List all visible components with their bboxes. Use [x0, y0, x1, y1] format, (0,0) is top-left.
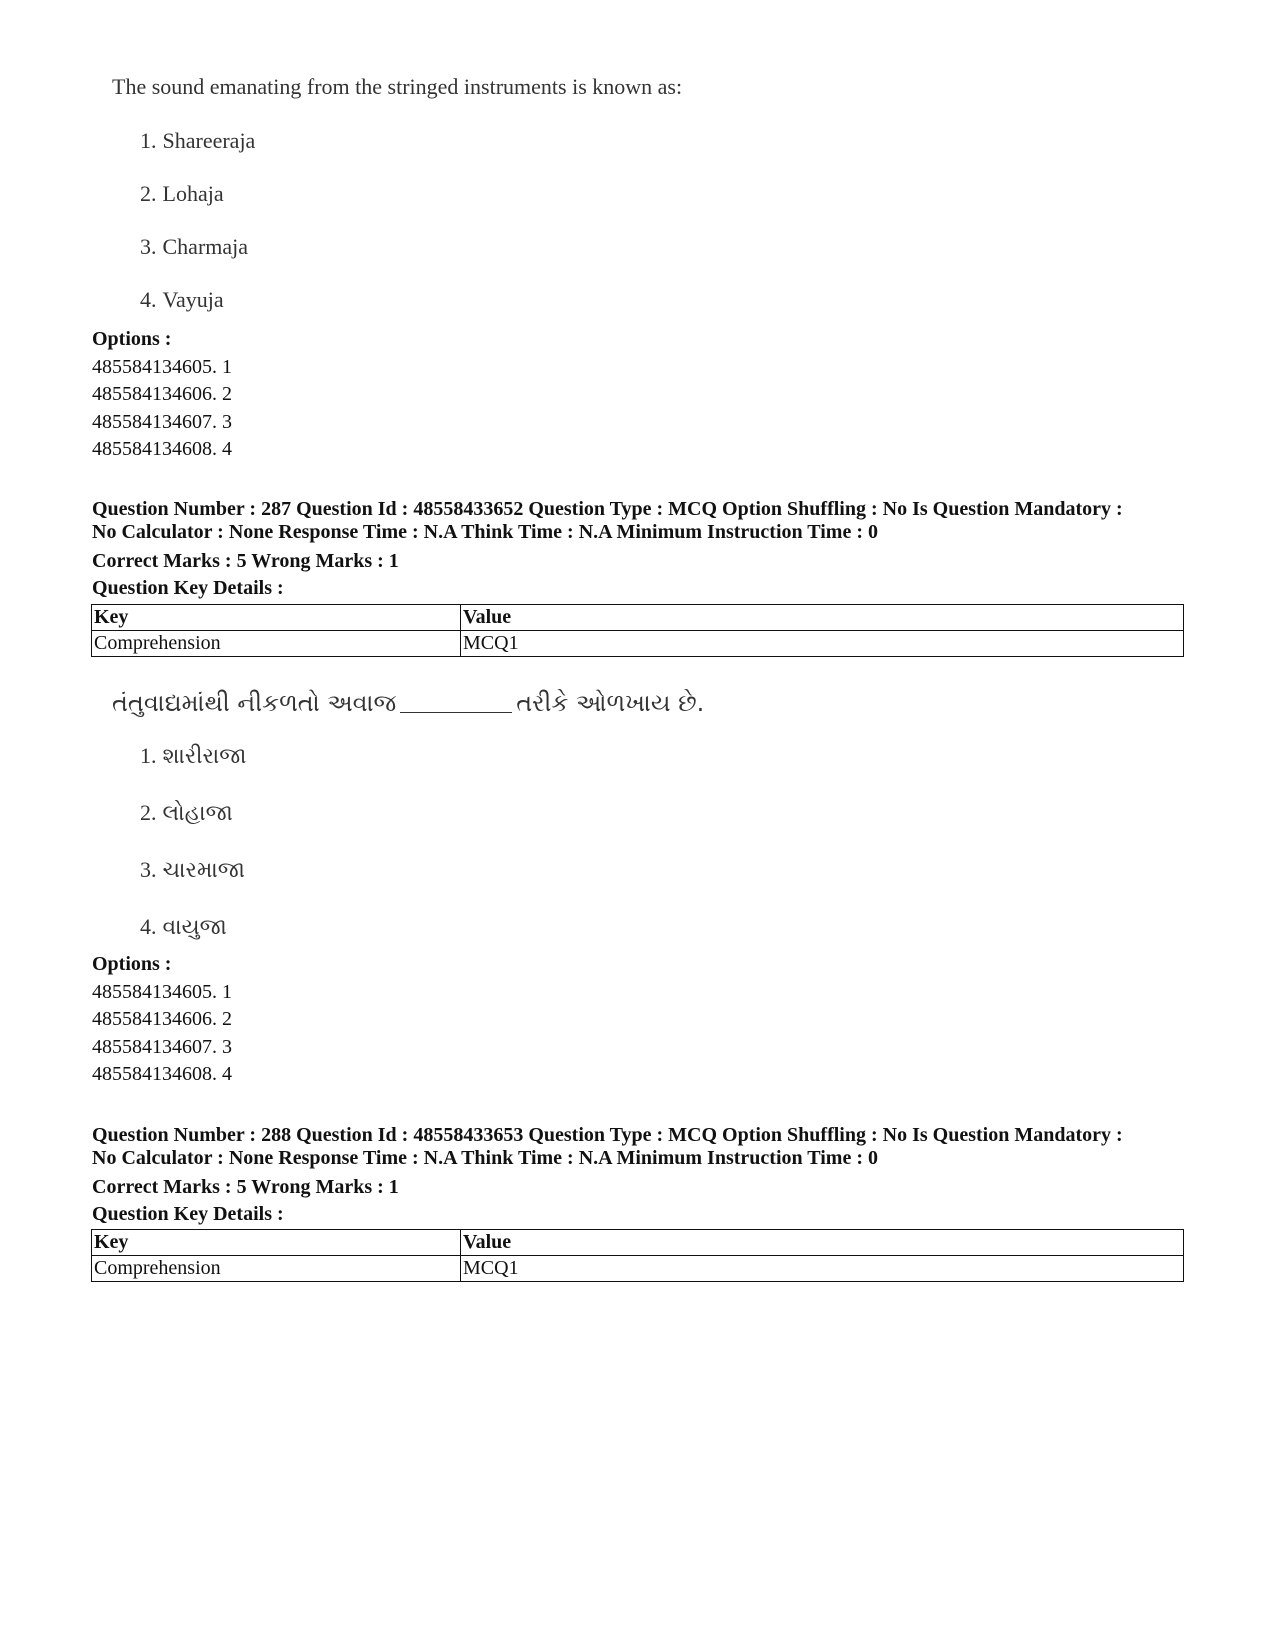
meta-line: Question Number : 288 Question Id : 48558433653 Question Type : MCQ Option Shuffling : No Is Question Mandatory : — [92, 1124, 1123, 1146]
choice-item: 4. Vayuja — [140, 287, 224, 312]
question-meta — [92, 1124, 1187, 1227]
choice-item: 3. ચારમાજા — [140, 857, 245, 883]
options-block — [92, 951, 232, 1089]
table-cell-value: MCQ1 — [461, 1256, 1184, 1282]
option-row: 485584134608. 4 — [92, 438, 232, 460]
table-header-row — [92, 1230, 1184, 1256]
table-cell-key: Comprehension — [92, 631, 461, 657]
key-details-title: Question Key Details : — [92, 577, 284, 599]
table-header-key: Key — [92, 1230, 461, 1256]
marks-line: Correct Marks : 5 Wrong Marks : 1 — [92, 550, 399, 572]
meta-line: No Calculator : None Response Time : N.A Think Time : N.A Minimum Instruction Time : 0 — [92, 521, 878, 543]
choice-item: 3. Charmaja — [140, 234, 249, 259]
option-row: 485584134607. 3 — [92, 410, 232, 433]
marks-line: Correct Marks : 5 Wrong Marks : 1 — [92, 1176, 399, 1198]
option-row: 485584134606. 2 — [92, 383, 232, 405]
table-header-key: Key — [92, 605, 461, 631]
choice-list — [100, 738, 800, 966]
table-row — [92, 631, 1184, 657]
table-header-value: Value — [461, 1230, 1184, 1256]
options-title: Options : — [92, 328, 172, 350]
blank-line — [400, 712, 512, 713]
key-details-title: Question Key Details : — [92, 1203, 284, 1225]
options-block — [92, 326, 232, 464]
choice-item: 2. Lohaja — [140, 181, 224, 206]
option-row: 485584134605. 1 — [92, 355, 232, 378]
choice-item: 1. શારીરાજા — [140, 743, 247, 769]
options-title: Options : — [92, 953, 172, 975]
option-row: 485584134607. 3 — [92, 1035, 232, 1058]
key-details-table — [91, 604, 1184, 657]
choice-list — [100, 126, 800, 338]
choice-item: 1. Shareeraja — [140, 128, 256, 153]
meta-line: Question Number : 287 Question Id : 48558433652 Question Type : MCQ Option Shuffling : No Is Question Mandatory : — [92, 498, 1123, 520]
choice-item: 4. વાયુજા — [140, 914, 227, 940]
table-cell-key: Comprehension — [92, 1256, 461, 1282]
question-stem: The sound emanating from the stringed instruments is known as: — [112, 74, 683, 99]
option-row: 485584134605. 1 — [92, 980, 232, 1003]
table-row — [92, 1256, 1184, 1282]
table-header-value: Value — [461, 605, 1184, 631]
meta-line: No Calculator : None Response Time : N.A Think Time : N.A Minimum Instruction Time : 0 — [92, 1147, 878, 1169]
option-row: 485584134606. 2 — [92, 1008, 232, 1030]
question-image-english — [100, 74, 800, 338]
question-image-gujarati — [100, 686, 800, 966]
table-cell-value: MCQ1 — [461, 631, 1184, 657]
option-row: 485584134608. 4 — [92, 1063, 232, 1085]
question-stem: તંતુવાદ્યમાંથી નીકળતો અવાજ તરીકે ઓળખાય છે. — [112, 689, 705, 717]
table-header-row — [92, 605, 1184, 631]
question-meta — [92, 498, 1187, 601]
choice-item: 2. લોહાજા — [140, 800, 233, 826]
key-details-table — [91, 1229, 1184, 1282]
